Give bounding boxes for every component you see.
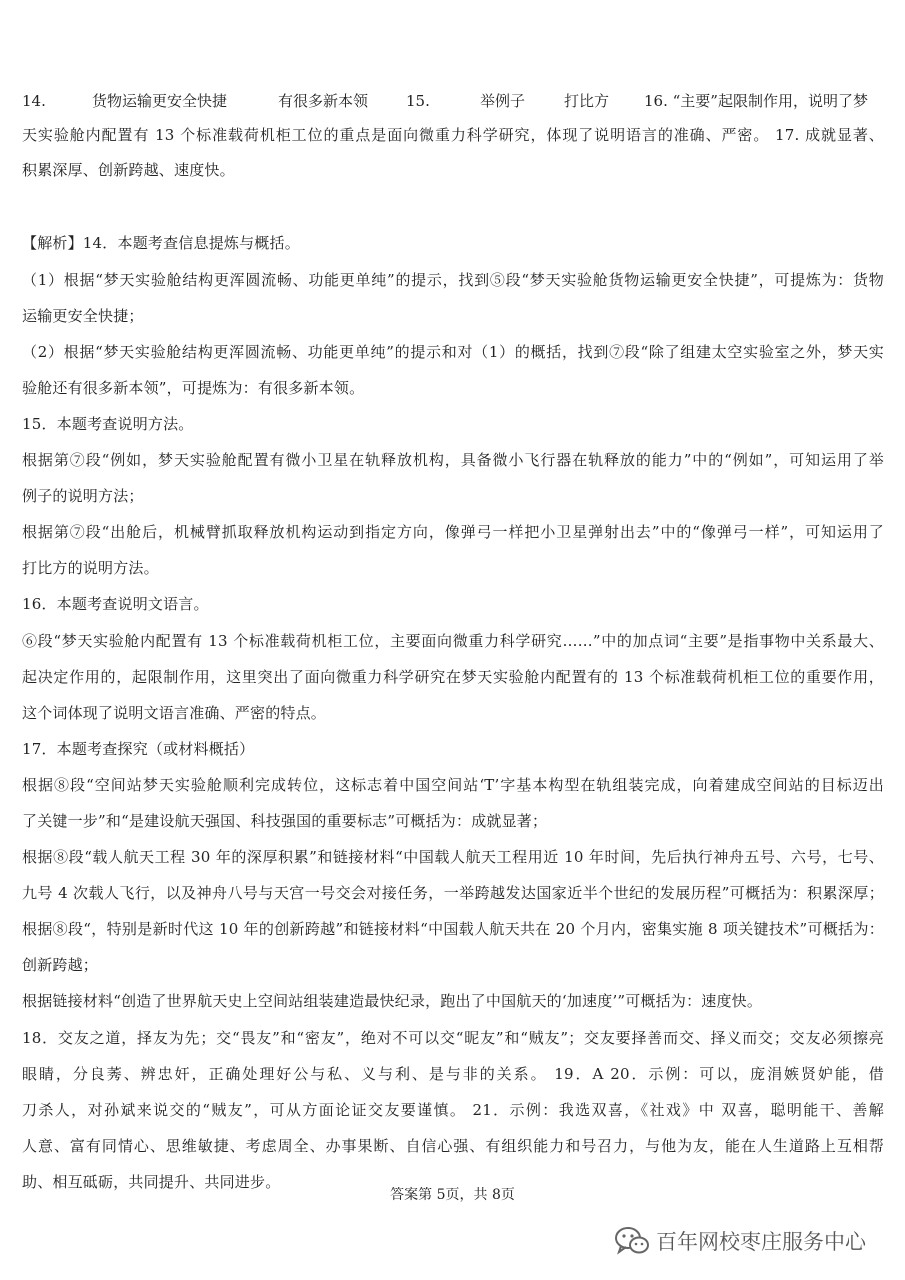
analysis-line: 例子的说明方法；	[22, 487, 144, 505]
analysis-line: 16．本题考查说明文语言。	[22, 595, 209, 613]
analysis-line: 根据第⑦段“例如，梦天实验舱配置有微小卫星在轨释放机构，具备微小飞行器在轨释放的能力”中的“例如”，可知运用了举	[22, 451, 884, 469]
q16-answer: 16. “主要”起限制作用，说明了梦	[644, 92, 868, 110]
q15-number: 15.	[406, 92, 430, 110]
analysis-line: 创新跨越；	[22, 956, 99, 974]
q15-answer-2: 打比方	[564, 92, 610, 110]
answer-line: 积累深厚、创新跨越、速度快。	[22, 161, 235, 179]
analysis-line: 人意、富有同情心、思维敏捷、考虑周全、办事果断、自信心强、有组织能力和号召力，与他为友，能在人生道路上互相帮	[22, 1137, 884, 1155]
analysis-line: 九号 4 次载人飞行，以及神舟八号与天宫一号交会对接任务，一举跨越发达国家近半个世纪的发展历程”可概括为：积累深厚；	[22, 884, 884, 902]
analysis-line: 起决定作用的，起限制作用，这里突出了面向微重力科学研究在梦天实验舱内配置有的 13 个标准载荷机柜工位的重要作用，	[22, 668, 884, 686]
q14-answer-1: 货物运输更安全快捷	[92, 92, 228, 110]
analysis-line: 15．本题考查说明方法。	[22, 415, 194, 433]
analysis-line: 眼睛，分良莠、辨忠奸，正确处理好公与私、义与利、是与非的关系。 19．A 20．示例：可以，庞涓嫉贤妒能，借	[22, 1065, 884, 1083]
analysis-line: （2）根据“梦天实验舱结构更浑圆流畅、功能更单纯”的提示和对（1）的概括，找到⑦段“除了组建太空实验室之外，梦天实	[22, 343, 884, 361]
analysis-line: 助、相互砥砺，共同提升、共同进步。	[22, 1173, 281, 1191]
analysis-line: 运输更安全快捷；	[22, 307, 144, 325]
q14-answer-2: 有很多新本领	[278, 92, 369, 110]
analysis-line: 根据⑧段“空间站梦天实验舱顺利完成转位，这标志着中国空间站‘T’字基本构型在轨组装完成，向着建成空间站的目标迈出	[22, 776, 884, 794]
page-footer: 答案第 5页，共 8页	[390, 1187, 515, 1203]
q15-answer-1: 举例子	[480, 92, 526, 110]
answer-line: 天实验舱内配置有 13 个标准载荷机柜工位的重点是面向微重力科学研究，体现了说明语言的准确、严密。 17. 成就显著、	[22, 126, 884, 144]
watermark-text: 百年网校枣庄服务中心	[656, 1230, 866, 1254]
analysis-line: 了关键一步”和“是建设航天强国、科技强国的重要标志”可概括为：成就显著；	[22, 812, 548, 830]
analysis-line: 根据⑧段“载人航天工程 30 年的深厚积累”和链接材料“中国载人航天工程用近 10 年时间，先后执行神舟五号、六号，七号、	[22, 848, 884, 866]
watermark	[614, 1224, 866, 1258]
analysis-line: 这个词体现了说明文语言准确、严密的特点。	[22, 704, 327, 722]
analysis-line: 18．交友之道，择友为先；交“畏友”和“密友”，绝对不可以交“昵友”和“贼友”；交友要择善而交、择义而交；交友必须擦亮	[22, 1029, 884, 1047]
analysis-line: 验舱还有很多新本领”，可提炼为：有很多新本领。	[22, 379, 365, 397]
wechat-icon	[614, 1226, 650, 1256]
analysis-line: 根据第⑦段“出舱后，机械臂抓取释放机构运动到指定方向，像弹弓一样把小卫星弹射出去”中的“像弹弓一样”，可知运用了	[22, 523, 884, 541]
analysis-line: 17．本题考查探究（或材料概括）	[22, 740, 255, 758]
q14-number: 14.	[22, 92, 46, 110]
analysis-line: 根据链接材料“创造了世界航天史上空间站组装建造最快纪录，跑出了中国航天的‘加速度’”可概括为：速度快。	[22, 992, 763, 1010]
analysis-line: ⑥段“梦天实验舱内配置有 13 个标准载荷机柜工位，主要面向微重力科学研究……”中的加点词“主要”是指事物中关系最大、	[22, 632, 884, 650]
analysis-line: 根据⑧段“，特别是新时代这 10 年的创新跨越”和链接材料“中国载人航天共在 20 个月内，密集实施 8 项关键技术”可概括为：	[22, 920, 884, 938]
answers-row	[22, 91, 884, 111]
analysis-heading: 【解析】14．本题考查信息提炼与概括。	[22, 234, 300, 252]
analysis-line: 打比方的说明方法。	[22, 559, 159, 577]
analysis-line: （1）根据“梦天实验舱结构更浑圆流畅、功能更单纯”的提示，找到⑤段“梦天实验舱货物运输更安全快捷”，可提炼为：货物	[22, 271, 884, 289]
analysis-line: 刀杀人，对孙斌来说交的“贼友”，可从方面论证交友要谨慎。 21．示例：我选双喜，《社戏》中 双喜，聪明能干、善解	[22, 1101, 884, 1119]
